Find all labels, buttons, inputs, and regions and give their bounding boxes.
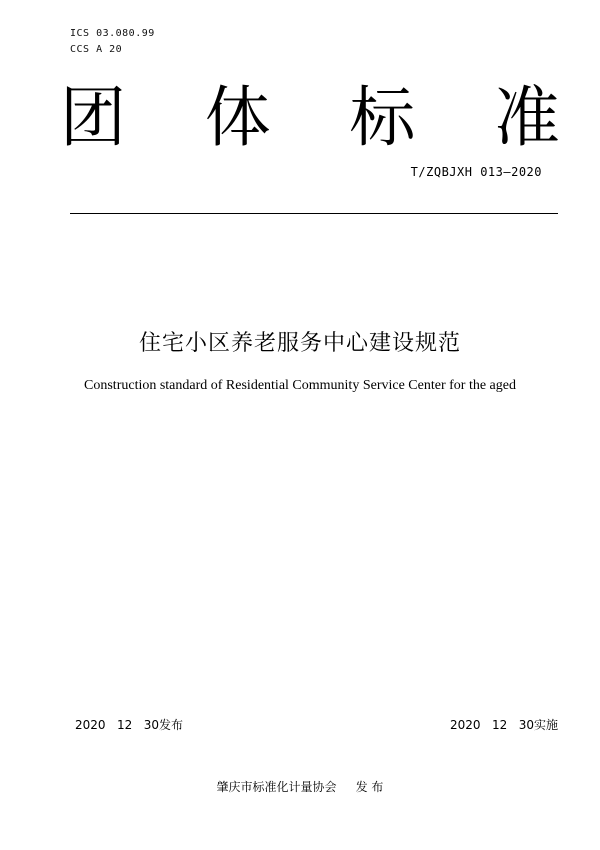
issue-date: 2020 12 30发布: [75, 718, 183, 732]
document-title-en: Construction standard of Residential Community Service Center for the aged: [84, 378, 516, 393]
implementation-date: 2020 12 30实施: [450, 718, 558, 732]
category-char-4: 准: [493, 79, 560, 156]
publisher: 肇庆市标准化计量协会 发 布: [216, 780, 384, 794]
header-divider: [70, 213, 558, 214]
category-char-1: 团: [60, 79, 126, 156]
ccs-code: CCS A 20: [70, 44, 123, 55]
category-char-2: 体: [204, 79, 271, 156]
standard-number: T/ZQBJXH 013—2020: [410, 165, 542, 179]
document-title-cn: 住宅小区养老服务中心建设规范: [138, 331, 461, 356]
standard-category-heading: [60, 78, 560, 158]
ics-code: ICS 03.080.99: [70, 28, 155, 39]
category-char-3: 标: [349, 79, 416, 156]
